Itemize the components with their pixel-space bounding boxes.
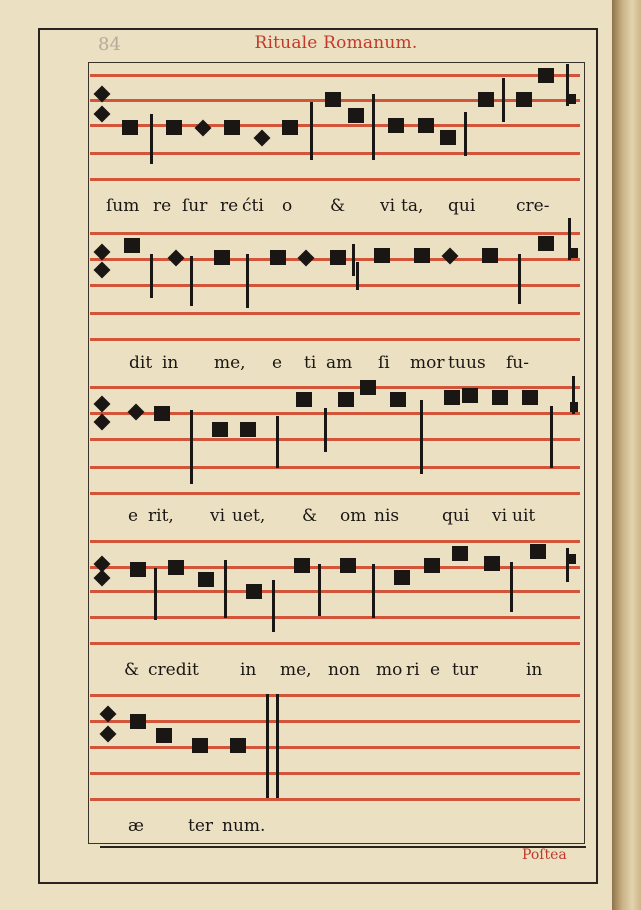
syllable: re <box>153 196 172 216</box>
syllable: in <box>240 660 257 680</box>
syllable: ri <box>406 660 420 680</box>
lyrics-line-2 <box>96 353 576 377</box>
syllable: uet, <box>232 506 266 526</box>
syllable: e <box>128 506 139 526</box>
syllable: & <box>330 196 346 216</box>
syllable: vi <box>492 506 508 526</box>
syllable: dit <box>129 353 153 373</box>
syllable: & <box>124 660 140 680</box>
syllable: fu- <box>506 353 529 373</box>
syllable: am <box>326 353 353 373</box>
lyrics-line-3 <box>96 506 576 530</box>
stem <box>150 114 153 164</box>
music-staff <box>90 74 580 184</box>
syllable: nis <box>374 506 400 526</box>
syllable: me, <box>280 660 312 680</box>
syllable: cre- <box>516 196 550 216</box>
running-title: Rituale Romanum. <box>254 33 418 53</box>
syllable: ſi <box>378 353 390 373</box>
syllable: o <box>282 196 293 216</box>
c-clef <box>94 396 111 413</box>
music-staff <box>90 540 580 646</box>
custos <box>570 402 578 412</box>
syllable: in <box>162 353 179 373</box>
music-staff <box>90 386 580 496</box>
custos <box>568 554 576 564</box>
syllable: vi <box>380 196 396 216</box>
syllable: ſur <box>182 196 208 216</box>
syllable: mor <box>410 353 445 373</box>
music-staff <box>90 694 580 804</box>
syllable: non <box>328 660 361 680</box>
custos <box>568 94 576 104</box>
syllable: me, <box>214 353 246 373</box>
bottom-rule <box>100 846 586 848</box>
music-staff <box>90 232 580 342</box>
syllable: in <box>526 660 543 680</box>
final-double-bar <box>266 694 269 798</box>
syllable: qui <box>448 196 476 216</box>
custos <box>570 248 578 258</box>
syllable: credit <box>148 660 199 680</box>
syllable: vi <box>210 506 226 526</box>
syllable: mo <box>376 660 403 680</box>
syllable: e <box>272 353 283 373</box>
syllable: uit <box>512 506 536 526</box>
syllable: ćti <box>242 196 264 216</box>
syllable: num. <box>222 816 266 836</box>
syllable: e <box>430 660 441 680</box>
book-gutter <box>612 0 641 910</box>
note <box>122 120 138 135</box>
syllable: tu <box>448 353 466 373</box>
catchword: Poſtea <box>522 847 567 863</box>
syllable: us <box>466 353 486 373</box>
syllable: rit, <box>148 506 174 526</box>
syllable: & <box>302 506 318 526</box>
syllable: æ <box>128 816 144 836</box>
lyrics-line-1 <box>96 196 576 220</box>
syllable: om <box>340 506 367 526</box>
syllable: ta, <box>401 196 424 216</box>
syllable: tur <box>452 660 478 680</box>
syllable: ti <box>304 353 317 373</box>
page-number: 84 <box>98 34 121 55</box>
lyrics-line-4 <box>96 660 576 684</box>
syllable: qui <box>442 506 470 526</box>
syllable: ter <box>188 816 214 836</box>
syllable: re <box>220 196 239 216</box>
lyrics-line-5 <box>96 816 576 840</box>
syllable: ſum <box>106 196 140 216</box>
